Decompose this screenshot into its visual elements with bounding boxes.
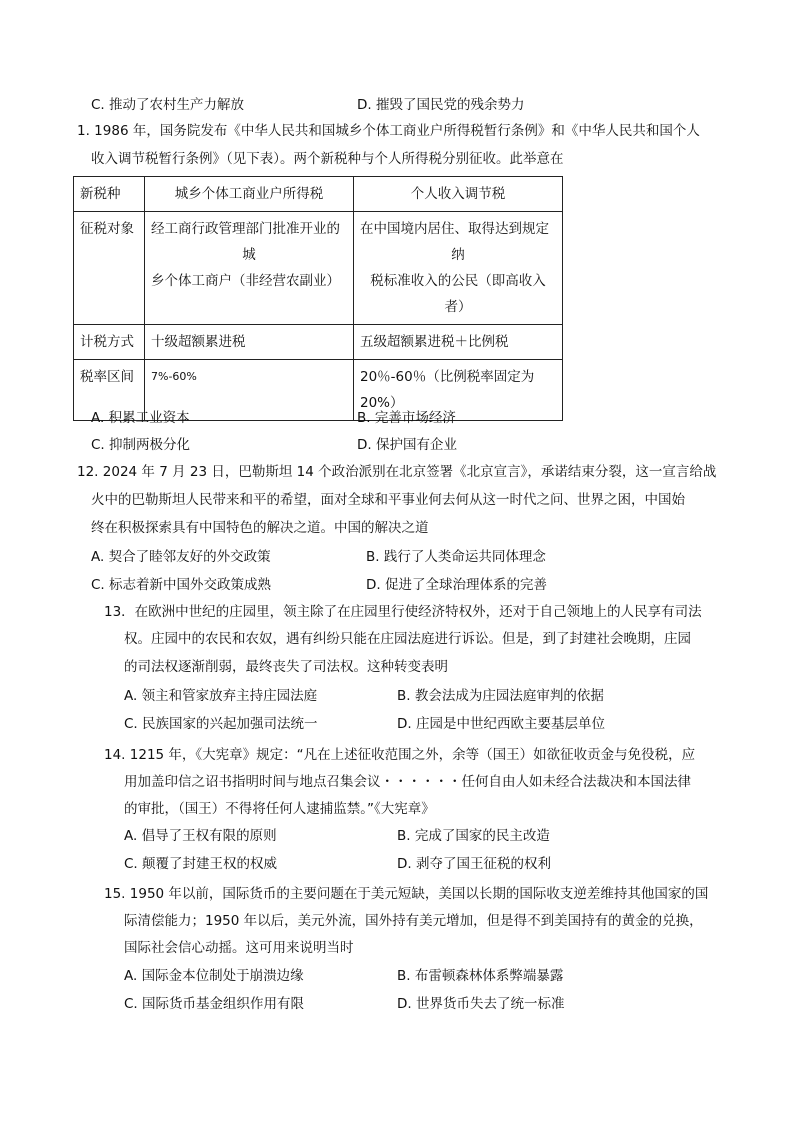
cell-line: 税标准收入的公民（即高收入 (370, 273, 546, 289)
q12-stem-line3: 终在积极探索具有中国特色的解决之道。中国的解决之道 (91, 520, 429, 536)
cell-line: 在中国境内居住、取得达到规定 (360, 221, 549, 237)
table-cell: 五级超额累进税＋比例税 (354, 325, 563, 360)
q10-option-c[interactable]: C. 推动了农村生产力解放 (91, 97, 245, 113)
q11-option-a[interactable]: A. 积累工业资本 (91, 410, 190, 426)
q11-option-d[interactable]: D. 保护国有企业 (357, 437, 457, 453)
q15-option-a[interactable]: A. 国际金本位制处于崩溃边缘 (124, 968, 304, 984)
q15-stem-line3: 国际社会信心动摇。这可用来说明当时 (124, 940, 354, 956)
q13-option-a[interactable]: A. 领主和管家放弃主持庄园法庭 (124, 688, 318, 704)
q13-option-d[interactable]: D. 庄园是中世纪西欧主要基层单位 (397, 716, 605, 732)
q15-option-d[interactable]: D. 世界货币失去了统一标准 (397, 996, 565, 1012)
cell-line: 纳 (451, 247, 465, 263)
q13-stem-line2: 权。庄园中的农民和农奴，遇有纠纷只能在庄园法庭进行诉讼。但是，到了封建社会晚期，庄园 (124, 631, 691, 647)
table-row-label: 征税对象 (74, 212, 145, 325)
q13-option-b[interactable]: B. 教会法成为庄园法庭审判的依据 (397, 688, 604, 704)
q14-stem-line2: 用加盖印信之诏书指明时间与地点召集会议・・・・・・任何自由人如未经合法裁决和本国法律 (124, 774, 691, 790)
q13-stem-line1: 13．在欧洲中世纪的庄园里，领主除了在庄园里行使经济特权外，还对于自己领地上的人民享有司法 (104, 604, 702, 620)
q15-option-c[interactable]: C. 国际货币基金组织作用有限 (124, 996, 305, 1012)
q12-option-c[interactable]: C. 标志着新中国外交政策成熟 (91, 577, 272, 593)
table-row-label: 税率区间 (74, 360, 145, 421)
q11-option-c[interactable]: C. 抑制两极分化 (91, 437, 191, 453)
cell-line: 乡个体工商户（非经营农副业） (151, 273, 340, 289)
q14-stem-line1: 14. 1215 年，《大宪章》规定：“凡在上述征收范围之外，余等（国王）如欲征收贡金与免役税，应 (104, 747, 696, 763)
q14-option-d[interactable]: D. 剥夺了国王征税的权利 (397, 856, 551, 872)
q15-stem-line1: 15. 1950 年以前，国际货币的主要问题在于美元短缺，美国以长期的国际收支逆差维持其他国家的国 (104, 886, 709, 902)
table-header-cell: 个人收入调节税 (354, 177, 563, 212)
q12-stem-line2: 火中的巴勒斯坦人民带来和平的希望，面对全球和平事业何去何从这一时代之问、世界之困，中国始 (91, 492, 685, 508)
q15-option-b[interactable]: B. 布雷顿森林体系弊端暴露 (397, 968, 564, 984)
table-row (74, 212, 563, 325)
q14-option-c[interactable]: C. 颠覆了封建王权的权威 (124, 856, 278, 872)
table-cell (354, 212, 563, 325)
cell-line: 经工商行政管理部门批准开业的 (151, 221, 340, 237)
table-header-cell: 新税种 (74, 177, 145, 212)
q14-stem-line3: 的审批，（国王）不得将任何人逮捕监禁。”《大宪章》 (124, 801, 435, 817)
q11-stem-line2: 收入调节税暂行条例》（见下表）。两个新税种与个人所得税分别征收。此举意在 (91, 151, 564, 167)
cell-line: 者） (444, 299, 472, 315)
cell-line: 城 (242, 247, 256, 263)
q13-stem-line3: 的司法权逐渐削弱，最终丧失了司法权。这种转变表明 (124, 659, 448, 675)
q12-option-b[interactable]: B. 践行了人类命运共同体理念 (366, 549, 546, 565)
q12-option-a[interactable]: A. 契合了睦邻友好的外交政策 (91, 549, 271, 565)
q13-option-c[interactable]: C. 民族国家的兴起加强司法统一 (124, 716, 318, 732)
q11-option-b[interactable]: B. 完善市场经济 (357, 410, 456, 426)
table-header-row (74, 177, 563, 212)
table-cell: 7%-60% (145, 360, 354, 421)
q14-option-b[interactable]: B. 完成了国家的民主改造 (397, 828, 550, 844)
cell-line: 20%） (360, 395, 404, 411)
table-cell (145, 212, 354, 325)
q11-stem-line1: 1. 1986 年，国务院发布《中华人民共和国城乡个体工商业户所得税暂行条例》和《中华人民共和国个人 (77, 123, 700, 139)
q12-option-d[interactable]: D. 促进了全球治理体系的完善 (366, 577, 547, 593)
table-header-cell: 城乡个体工商业户所得税 (145, 177, 354, 212)
q14-option-a[interactable]: A. 倡导了王权有限的原则 (124, 828, 277, 844)
q12-stem-line1: 12. 2024 年 7 月 23 日，巴勒斯坦 14 个政治派别在北京签署《北京宣言》，承诺结束分裂，这一宣言给战 (77, 464, 717, 480)
q10-option-d[interactable]: D. 摧毁了国民党的残余势力 (357, 97, 525, 113)
cell-line: 20％-60％（比例税率固定为 (360, 369, 535, 385)
table-row (74, 325, 563, 360)
table-row-label: 计税方式 (74, 325, 145, 360)
q15-stem-line2: 际清偿能力；1950 年以后，美元外流，国外持有美元增加，但是得不到美国持有的黄金的兑换， (124, 913, 703, 929)
table-cell: 十级超额累进税 (145, 325, 354, 360)
tax-comparison-table (73, 176, 563, 421)
